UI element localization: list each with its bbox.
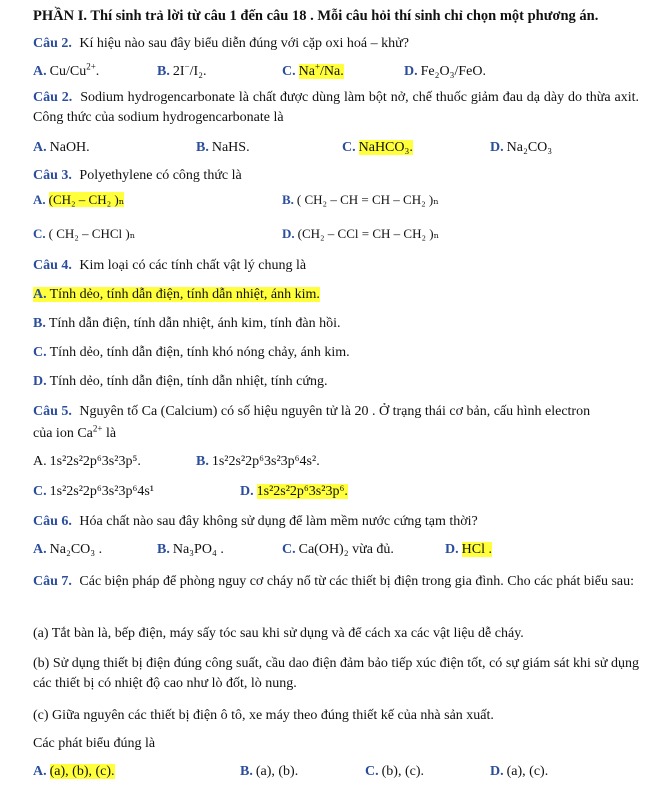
option-letter: C. xyxy=(33,345,47,360)
q1-option-b[interactable] xyxy=(157,62,207,82)
option-text: 2I xyxy=(172,64,185,79)
option-text: 1s²2s²2p⁶3s²3p⁵. xyxy=(49,454,141,469)
option-letter: D. xyxy=(33,374,47,389)
question-5 xyxy=(33,402,639,422)
option-letter: B. xyxy=(240,764,253,779)
option-text: Ca(OH)₂ vừa đủ. xyxy=(298,542,394,557)
option-letter: D. xyxy=(240,484,254,499)
highlighted-answer: (a), (b), (c). xyxy=(49,764,115,779)
q3-option-d[interactable] xyxy=(282,224,439,244)
q5-option-b[interactable] xyxy=(196,452,320,472)
option-letter: A. xyxy=(33,542,47,557)
option-text: (b), (c). xyxy=(381,764,424,779)
question-7 xyxy=(33,572,639,592)
question-number: Câu 2. xyxy=(33,90,73,105)
highlighted-answer: NaHCO₃. xyxy=(358,140,413,155)
question-text: Kim loại có các tính chất vật lý chung là xyxy=(79,258,307,273)
q2-option-b[interactable] xyxy=(196,138,250,158)
highlighted-answer: HCl . xyxy=(461,542,492,557)
option-text: (a), (c). xyxy=(506,764,549,779)
q6-option-c[interactable] xyxy=(282,540,394,560)
option-letter: A. xyxy=(33,64,47,79)
option-text: Tính dẫn điện, tính dẫn nhiệt, ánh kim, tính đàn hồi. xyxy=(48,316,341,331)
option-letter: B. xyxy=(157,64,170,79)
option-letter: C. xyxy=(282,542,296,557)
q7-option-c[interactable] xyxy=(365,762,424,782)
option-text: 1s²2s²2p⁶3s²3p⁶4s². xyxy=(211,454,320,469)
statement-a: (a) Tắt bàn là, bếp điện, máy sấy tóc sau khi sử dụng và để cách xa các vật liệu dễ cháy. xyxy=(33,626,524,641)
highlighted-answer xyxy=(33,287,320,302)
statement-c: (c) Giữa nguyên các thiết bị điện ô tô, xe máy theo đúng thiết kế của nhà sản xuất. xyxy=(33,708,494,723)
option-letter: A. xyxy=(33,764,47,779)
option-text: Na₂CO₃ xyxy=(506,140,553,155)
option-sup: − xyxy=(184,61,190,72)
q4-option-a[interactable] xyxy=(33,285,320,305)
q7-option-d[interactable] xyxy=(490,762,548,782)
option-text: Na₂CO₃ . xyxy=(49,542,103,557)
option-letter: B. xyxy=(196,454,209,469)
question-text: Các biện pháp để phòng nguy cơ cháy nổ từ các thiết bị điện trong gia đình. Cho các phát biểu sau: xyxy=(79,574,635,589)
section-header: PHẦN I. Thí sinh trả lời từ câu 1 đến câu 18 . Mỗi câu hỏi thí sinh chỉ chọn một phương án. xyxy=(33,8,599,24)
option-letter: B. xyxy=(196,140,209,155)
q3-option-b[interactable] xyxy=(282,190,439,210)
q4-option-c[interactable] xyxy=(33,343,350,363)
option-letter: A. xyxy=(33,192,46,207)
option-letter: A. xyxy=(33,287,47,302)
question-number: Câu 5. xyxy=(33,404,72,419)
question-6 xyxy=(33,512,639,532)
q3-option-c[interactable] xyxy=(33,224,135,244)
question-text: Hóa chất nào sau đây không sử dụng để làm mềm nước cứng tạm thời? xyxy=(79,514,478,529)
option-text: (CH₂ – CCl = CH – CH₂ )ₙ xyxy=(297,226,440,241)
question-5-line-2 xyxy=(33,424,639,444)
option-text: Na₃PO₄ . xyxy=(172,542,224,557)
q1-option-a[interactable] xyxy=(33,62,99,82)
question-3 xyxy=(33,166,639,186)
option-sup: + xyxy=(314,61,321,72)
q6-option-a[interactable] xyxy=(33,540,102,560)
q2-option-c[interactable] xyxy=(342,138,413,158)
q2-option-a[interactable] xyxy=(33,138,90,158)
question-text: Sodium hydrogencarbonate là chất được dùng làm bột nở, chế thuốc giảm đau dạ dày do thừa axit. Công thức của sodium hydrogencarbonate là xyxy=(33,90,639,125)
option-text: Tính dẻo, tính dẫn điện, tính khó nóng chảy, ánh kim. xyxy=(49,345,350,360)
option-letter: D. xyxy=(490,764,504,779)
q2-option-d[interactable] xyxy=(490,138,552,158)
question-1 xyxy=(33,34,639,54)
q6-option-d[interactable] xyxy=(445,540,492,560)
option-letter: D. xyxy=(445,542,459,557)
option-text-end: /I₂. xyxy=(189,64,207,79)
q5-option-d[interactable] xyxy=(240,482,348,502)
q4-option-b[interactable] xyxy=(33,314,340,334)
option-text: Fe₂O₃/FeO. xyxy=(420,64,486,79)
option-text: NaOH. xyxy=(49,140,90,155)
option-text: Na xyxy=(298,64,315,79)
option-text: Cu/Cu xyxy=(49,64,87,79)
option-letter: C. xyxy=(33,226,46,241)
option-letter: B. xyxy=(282,192,294,207)
option-letter: C. xyxy=(342,140,356,155)
question-number: Câu 4. xyxy=(33,258,72,273)
q3-option-a[interactable] xyxy=(33,190,124,210)
question-2 xyxy=(33,88,639,128)
statement-b: (b) Sử dụng thiết bị điện đúng công suất, cầu dao điện đảm bảo tiếp xúc điện tốt, có sự giám sát khi sử dụng các thiết bị có nhiệt độ cao như lò đốt, lò nung. xyxy=(33,656,639,691)
ion-charge: 2+ xyxy=(92,423,103,434)
question-4 xyxy=(33,256,639,276)
option-text-end: /Na. xyxy=(320,64,344,79)
option-letter: A. xyxy=(33,454,47,469)
question-text-end: là xyxy=(102,426,117,441)
question-text-cont: của ion Ca xyxy=(33,426,93,441)
question-text: Polyethylene có công thức là xyxy=(79,168,242,183)
option-letter: D. xyxy=(490,140,504,155)
question-7-prompt: Các phát biểu đúng là xyxy=(33,736,156,751)
option-text: (a), (b). xyxy=(255,764,299,779)
option-sup: 2+ xyxy=(86,61,96,72)
question-number: Câu 3. xyxy=(33,168,72,183)
question-number: Câu 6. xyxy=(33,514,72,529)
option-text: NaHS. xyxy=(211,140,250,155)
option-letter: D. xyxy=(282,226,295,241)
question-text: Nguyên tố Ca (Calcium) có số hiệu nguyên tử là 20 . Ở trạng thái cơ bản, cấu hình electron xyxy=(79,404,591,419)
option-text: ( CH₂ – CHCl )ₙ xyxy=(48,226,136,241)
option-letter: C. xyxy=(365,764,379,779)
q4-option-d[interactable] xyxy=(33,372,327,392)
q6-option-b[interactable] xyxy=(157,540,224,560)
option-letter: A. xyxy=(33,140,47,155)
q5-option-c[interactable] xyxy=(33,482,154,502)
q7-option-b[interactable] xyxy=(240,762,298,782)
option-letter: D. xyxy=(404,64,418,79)
option-letter: B. xyxy=(157,542,170,557)
highlighted-answer: (CH₂ – CH₂ )ₙ xyxy=(48,192,125,207)
option-text: 1s²2s²2p⁶3s²3p⁶4s¹ xyxy=(49,484,154,499)
q5-option-a[interactable] xyxy=(33,452,141,472)
option-text: Tính dẻo, tính dẫn điện, tính dẫn nhiệt, tính cứng. xyxy=(49,374,328,389)
option-letter: B. xyxy=(33,316,46,331)
option-letter: C. xyxy=(33,484,47,499)
highlighted-answer xyxy=(298,61,344,79)
option-text: ( CH₂ – CH = CH – CH₂ )ₙ xyxy=(296,192,439,207)
q7-option-a[interactable] xyxy=(33,762,115,782)
q1-option-c[interactable] xyxy=(282,62,344,82)
question-number: Câu 2. xyxy=(33,36,72,51)
option-text: Tính dẻo, tính dẫn điện, tính dẫn nhiệt, ánh kim. xyxy=(49,287,320,302)
question-text: Kí hiệu nào sau đây biểu diễn đúng với cặp oxi hoá – khử? xyxy=(79,36,409,51)
highlighted-answer: 1s²2s²2p⁶3s²3p⁶. xyxy=(256,484,348,499)
question-number: Câu 7. xyxy=(33,574,72,589)
option-letter: C. xyxy=(282,64,296,79)
option-text-end: . xyxy=(95,64,100,79)
q1-option-d[interactable] xyxy=(404,62,486,82)
